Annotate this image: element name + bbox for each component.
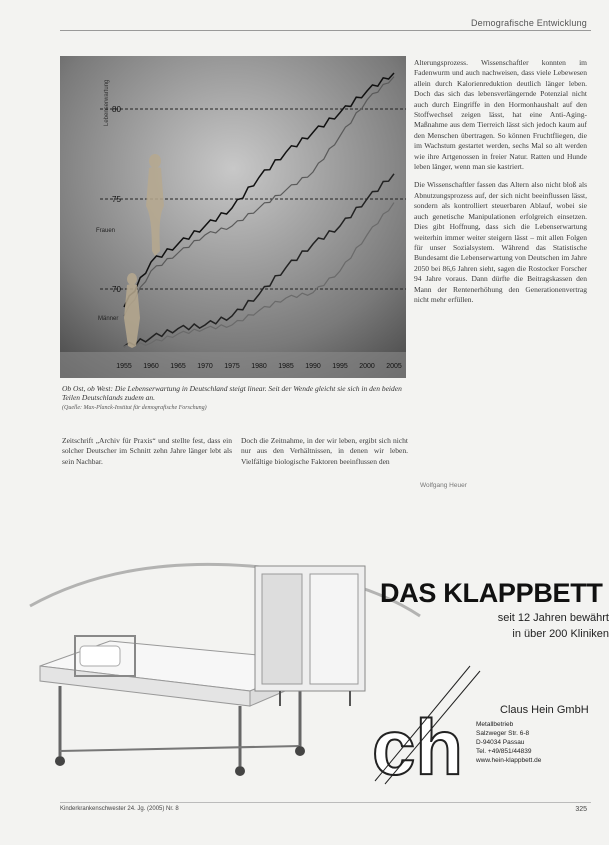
figure-caption [62, 384, 407, 413]
author-signature: Wolfgang Heuer [420, 482, 467, 489]
ad-headline: DAS KLAPPBETT [380, 578, 603, 608]
ad-address-line: Salzweger Str. 6-8 [476, 730, 530, 737]
article-column-right [414, 58, 587, 313]
ch-logo [372, 666, 480, 791]
ad-address-line: D-94034 Passau [476, 739, 525, 746]
header-rule [60, 30, 591, 31]
running-header: Demografische Entwicklung [470, 18, 587, 28]
caption-text: Ob Ost, ob West: Die Lebenserwartung in Deutschland steigt linear. Seit der Wende gleicht sie sich in den beiden Teilen Deutschlands zudem an. [62, 384, 402, 402]
folded-bed-illustration [255, 566, 365, 706]
x-tick-label: 1995 [332, 363, 348, 370]
caption-source: (Quelle: Max-Planck-Institut für demografische Forschung) [62, 405, 207, 411]
x-tick-label: 1960 [143, 363, 159, 370]
y-tick-label: 80 [112, 105, 121, 114]
paragraph: Die Wissenschaftler fassen das Altern also nicht bloß als Abnutzungsprozess auf, der sich nicht beeinflussen lässt, sondern als kontrolliert steuerbaren Ablauf, wobei sie auch genetische Manipulationen erfolgreich einsetzen. Dies gibt Hoffnung, dass sich die Lebenserwartung weiterhin immer weiter steigern lässt – mit allen Folgen für unser Sozialsystem. Während das Statistische Bundesamt die Lebenserwartung von Deutschen im Jahre 2050 bei 86,6 Jahren sieht, sagen die Rostocker Forscher 94 Jahre voraus. Dann dürfte die Beitragskassen den Mann der Rentenerhöhung den Generationenvertrag nicht mehr erfüllen. [414, 180, 587, 304]
y-tick-label: 75 [112, 195, 121, 204]
ad-address-line: Metallbetrieb [476, 721, 514, 728]
footer-rule [60, 802, 591, 803]
paragraph: Alterungsprozess. Wissenschaftler konnten im Fadenwurm und auch nachweisen, dass viele Lebewesen allein durch Kalorienreduktion deutlich länger leben. Doch das sich das lebensverlängernde Potenzial nicht auch durch Eingriffe in den Hormonhaushalt auf den Stoffwechsel zeigen lässt, hat eine Anti-Aging-Maßnahme aus dem Tierreich lässt sich jedoch kaum auf den Menschen übertragen. So können Fruchtfliegen, die im Wachstum gestartet werden, sechs Mal so alt werden wie ihre Artgenossen in freier Natur. Ratten und Hunde leben länger, wenn man sie kastriert. [414, 58, 587, 172]
x-tick-label: 1985 [278, 363, 294, 370]
ad-website-link[interactable]: www.hein-klappbett.de [476, 757, 542, 764]
article-column-bottom-middle [241, 436, 408, 475]
ad-tagline-1: seit 12 Jahren bewährt [497, 612, 609, 624]
x-tick-label: 1965 [170, 363, 186, 370]
x-tick-label: 1970 [197, 363, 213, 370]
footer-journal: Kinderkrankenschwester 24. Jg. (2005) Nr. 8 [60, 806, 179, 812]
y-tick-label: 70 [112, 285, 121, 294]
article-column-bottom-left [62, 436, 232, 475]
label-women: Frauen [96, 228, 116, 234]
ad-tagline-2: in über 200 Kliniken [512, 628, 609, 640]
life-expectancy-figure [60, 56, 406, 378]
x-tick-label: 1980 [251, 363, 267, 370]
x-tick-label: 1955 [116, 363, 132, 370]
paragraph: Doch die Zeitnahme, in der wir leben, ergibt sich nicht nur aus den Verhältnissen, in denen wir leben. Vielfältige biologische Faktoren beeinflussen den [241, 436, 408, 466]
label-men: Männer [98, 316, 119, 322]
x-tick-label: 1975 [224, 363, 240, 370]
x-tick-label: 2005 [386, 363, 402, 370]
page-number: 325 [575, 806, 587, 813]
x-tick-label: 1990 [305, 363, 321, 370]
paragraph: Zeitschrift „Archiv für Praxis“ und stellte fest, dass ein solcher Deutscher im Schnitt zehn Jahre länger lebt als sein Nachbar. [62, 436, 232, 466]
ad-address [476, 720, 541, 765]
ad-address-line: Tel. +49/851/44839 [476, 748, 532, 755]
ad-company-name: Claus Hein GmbH [500, 704, 589, 716]
y-axis-label: Lebenserwartung [104, 79, 110, 126]
svg-text:ch: ch [372, 703, 464, 791]
life-expectancy-chart [60, 56, 406, 378]
x-tick-label: 2000 [359, 363, 375, 370]
